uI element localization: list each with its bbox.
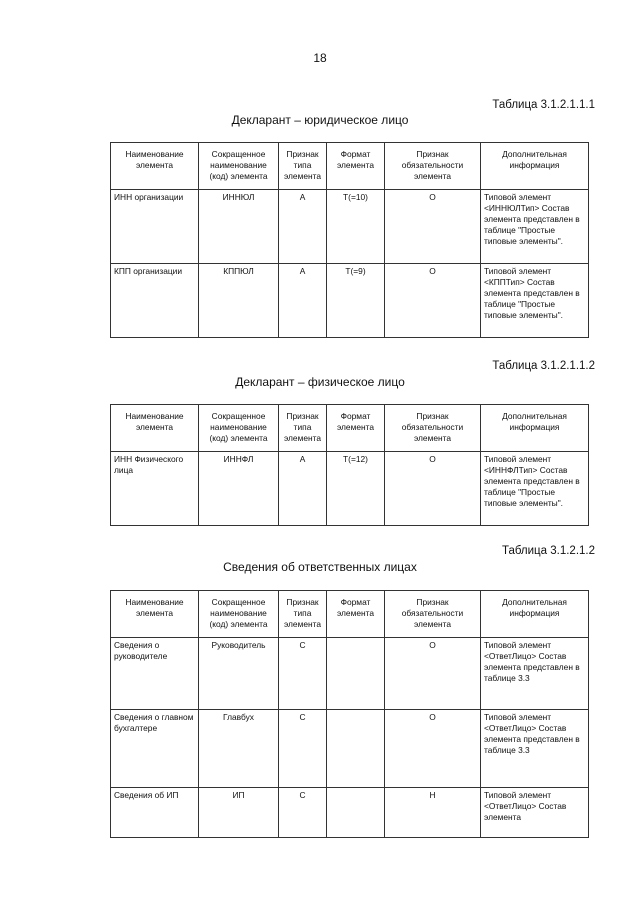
header-required: Признак обязательности элемента	[385, 591, 481, 638]
header-format: Формат элемента	[327, 143, 385, 190]
table-row	[111, 190, 589, 264]
header-required: Признак обязательности элемента	[385, 143, 481, 190]
cell-required: О	[385, 710, 481, 788]
cell-format	[327, 638, 385, 710]
header-info: Дополнительная информация	[481, 405, 589, 452]
cell-info: Типовой элемент <ИННЮЛТип> Состав элемента представлен в таблице "Простые типовые элементы".	[481, 190, 589, 264]
cell-type: А	[279, 452, 327, 526]
cell-format: Т(=9)	[327, 264, 385, 338]
header-info: Дополнительная информация	[481, 591, 589, 638]
cell-name: ИНН организации	[111, 190, 199, 264]
cell-type: А	[279, 264, 327, 338]
cell-name: ИНН Физического лица	[111, 452, 199, 526]
header-format: Формат элемента	[327, 405, 385, 452]
cell-required: О	[385, 452, 481, 526]
page-number: 18	[313, 51, 327, 65]
cell-type: С	[279, 788, 327, 838]
cell-type: С	[279, 638, 327, 710]
cell-info: Типовой элемент <ОтветЛицо> Состав элемента	[481, 788, 589, 838]
table3-header-row	[111, 591, 589, 638]
cell-format: Т(=10)	[327, 190, 385, 264]
cell-format	[327, 710, 385, 788]
cell-code: Главбух	[199, 710, 279, 788]
table-row	[111, 710, 589, 788]
cell-code: КППЮЛ	[199, 264, 279, 338]
table3	[110, 590, 589, 838]
table-row	[111, 264, 589, 338]
cell-info: Типовой элемент <ОтветЛицо> Состав элемента представлен в таблице 3.3	[481, 638, 589, 710]
cell-type: С	[279, 710, 327, 788]
header-type: Признак типа элемента	[279, 405, 327, 452]
table3-title: Сведения об ответственных лицах	[223, 560, 417, 574]
cell-name: Сведения о руководителе	[111, 638, 199, 710]
header-type: Признак типа элемента	[279, 143, 327, 190]
header-format: Формат элемента	[327, 591, 385, 638]
table2	[110, 404, 589, 526]
header-name: Наименование элемента	[111, 591, 199, 638]
header-code: Сокращенное наименование (код) элемента	[199, 591, 279, 638]
table2-header-row	[111, 405, 589, 452]
header-code: Сокращенное наименование (код) элемента	[199, 143, 279, 190]
cell-info: Типовой элемент <КППТип> Состав элемента представлен в таблице "Простые типовые элементы".	[481, 264, 589, 338]
table-row	[111, 638, 589, 710]
cell-name: КПП организации	[111, 264, 199, 338]
cell-required: О	[385, 638, 481, 710]
cell-required: Н	[385, 788, 481, 838]
table3-caption: Таблица 3.1.2.1.2	[501, 545, 595, 557]
table1-caption: Таблица 3.1.2.1.1.1	[492, 99, 595, 111]
cell-format: Т(=12)	[327, 452, 385, 526]
cell-code: Руководитель	[199, 638, 279, 710]
table-row	[111, 452, 589, 526]
cell-required: О	[385, 264, 481, 338]
table1-header-row	[111, 143, 589, 190]
cell-code: ИННЮЛ	[199, 190, 279, 264]
header-code: Сокращенное наименование (код) элемента	[199, 405, 279, 452]
header-info: Дополнительная информация	[481, 143, 589, 190]
cell-code: ИННФЛ	[199, 452, 279, 526]
cell-name: Сведения о главном бухгалтере	[111, 710, 199, 788]
header-type: Признак типа элемента	[279, 591, 327, 638]
header-name: Наименование элемента	[111, 143, 199, 190]
cell-name: Сведения об ИП	[111, 788, 199, 838]
header-name: Наименование элемента	[111, 405, 199, 452]
table2-caption: Таблица 3.1.2.1.1.2	[492, 360, 595, 372]
cell-required: О	[385, 190, 481, 264]
cell-info: Типовой элемент <ИННФЛТип> Состав элемента представлен в таблице "Простые типовые элементы".	[481, 452, 589, 526]
cell-info: Типовой элемент <ОтветЛицо> Состав элемента представлен в таблице 3.3	[481, 710, 589, 788]
table2-title: Декларант – физическое лицо	[235, 375, 405, 389]
table-row	[111, 788, 589, 838]
cell-code: ИП	[199, 788, 279, 838]
table1	[110, 142, 589, 338]
table1-title: Декларант – юридическое лицо	[231, 113, 409, 127]
header-required: Признак обязательности элемента	[385, 405, 481, 452]
cell-type: А	[279, 190, 327, 264]
cell-format	[327, 788, 385, 838]
